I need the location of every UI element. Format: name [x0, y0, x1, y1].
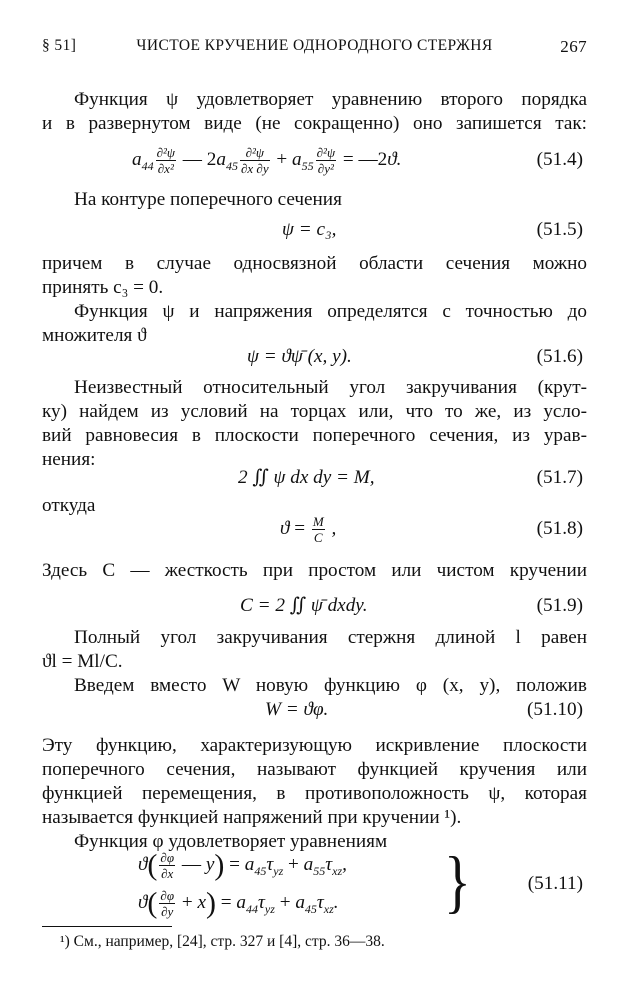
- equation-row: ϑ( $\frac{\partial\varphi}{\partial x}$ — $y) = a_{45}\tau_{yz} + a_{55}\tau_{xz}$,: [138, 848, 347, 882]
- paragraph-line: откуда: [42, 495, 96, 516]
- equation-body: ϑ = $\frac{M}{C}$ ,: [280, 514, 337, 546]
- equation-51-5: [42, 210, 587, 250]
- paragraph-line: вий равновесия в плоскости поперечного сечения, из урав-: [42, 425, 587, 446]
- paragraph-line: Функция ψ удовлетворяет уравнению второго порядка: [74, 89, 587, 110]
- equation-number: (51.5): [536, 219, 583, 240]
- equation-number: (51.4): [536, 149, 583, 170]
- paragraph-line: ку) найдем из условий на торцах или, что то же, из усло-: [42, 401, 587, 422]
- equation-51-4: [42, 140, 587, 180]
- equation-51-11: [42, 843, 587, 922]
- right-brace: }: [444, 843, 471, 921]
- paragraph-line: Функция ψ и напряжения определятся с точностью до: [74, 301, 587, 322]
- paragraph-line: причем в случае односвязной области сечения можно: [42, 253, 587, 274]
- paragraph-line: ϑl = Ml/C.: [42, 651, 123, 672]
- equation-number: (51.11): [527, 873, 583, 894]
- paragraph-line: Функция φ удовлетворяет уравнениям: [74, 831, 388, 852]
- equation-body: $a_{44}$ $\frac{\text{∂²ψ}}{\text{∂x²}}$ — $2a_{45}$ $\frac{\text{∂²ψ}}{\partial x \partial y}$ + $a_{55}$ $\frac{\text{∂²ψ}}{\text{∂y²}}$ = —2ϑ.: [132, 145, 402, 177]
- paragraph-line: Неизвестный относительный угол закручивания (крут-: [74, 377, 587, 398]
- paragraph-line: и в развернутом виде (не сокращенно) оно запишется так:: [42, 113, 587, 134]
- footnote-rule: [42, 926, 172, 927]
- paragraph-line: функцией перемещения, в противоположность ψ, которая: [42, 783, 587, 804]
- running-header: [42, 37, 587, 59]
- paragraph-line: поперечного сечения, называют функцией кручения или: [42, 759, 587, 780]
- equation-51-7: [42, 458, 587, 498]
- paragraph-line: Здесь C — жесткость при простом или чистом кручении: [42, 560, 587, 581]
- paragraph-line: принять c₃ = 0.: [42, 277, 164, 298]
- paragraph-line: Полный угол закручивания стержня длиной l равен: [74, 627, 587, 648]
- equation-number: (51.7): [536, 467, 583, 488]
- equation-number: (51.10): [527, 699, 583, 720]
- equation-number: (51.6): [536, 346, 583, 367]
- paragraph-line: нения:: [42, 449, 96, 470]
- book-page: [42, 0, 587, 1000]
- paragraph-line: называется функцией напряжений при кручении ¹).: [42, 807, 462, 828]
- equation-51-8: [42, 509, 587, 549]
- equation-51-10: [42, 690, 587, 730]
- paragraph-line: Введем вместо W новую функцию φ (x, y), положив: [74, 675, 587, 696]
- running-title: ЧИСТОЕ КРУЧЕНИЕ ОДНОРОДНОГО СТЕРЖНЯ: [136, 37, 493, 54]
- equation-51-9: [42, 586, 587, 626]
- equation-number: (51.9): [536, 595, 583, 616]
- equation-body: ψ = ϑψ̄ (x, y).: [247, 346, 352, 367]
- equation-51-6: [42, 337, 587, 377]
- footnote: ¹) См., например, [24], стр. 327 и [4], стр. 36—38.: [60, 933, 385, 950]
- section-ref: § 51]: [42, 37, 77, 54]
- equation-body: ψ = c₃,: [282, 219, 337, 240]
- page-number: 267: [560, 37, 587, 56]
- equation-body: W = ϑφ.: [265, 699, 329, 720]
- paragraph-line: множителя ϑ: [42, 325, 147, 346]
- equation-body: 2 ∬ ψ dx dy = M,: [238, 467, 375, 488]
- equation-row: ϑ( $\frac{\partial\varphi}{\partial y}$ + $x) = a_{44}\tau_{yz} + a_{45}\tau_{xz}$.: [138, 886, 339, 920]
- paragraph-line: Эту функцию, характеризующую искривление плоскости: [42, 735, 587, 756]
- paragraph-line: На контуре поперечного сечения: [74, 189, 342, 210]
- equation-number: (51.8): [536, 518, 583, 539]
- equation-body: C = 2 ∬ ψ̄ dxdy.: [240, 595, 368, 616]
